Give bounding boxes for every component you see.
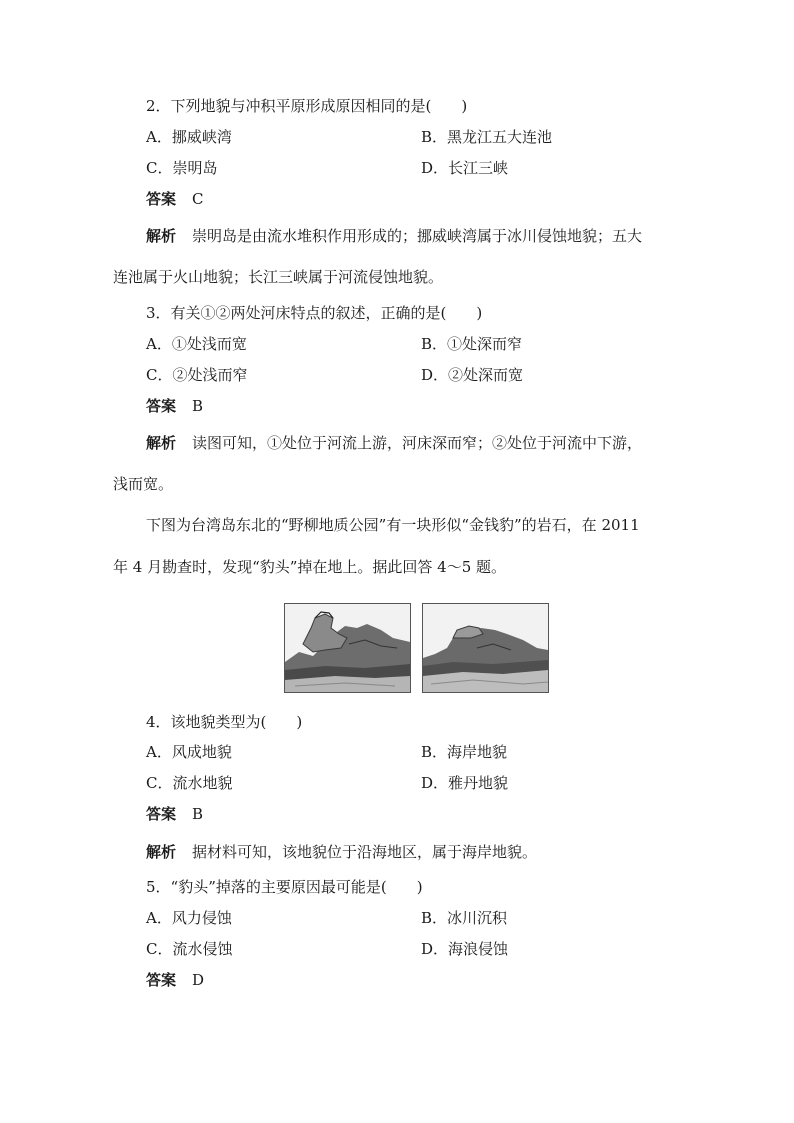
q3-stem: 3．有关①②两处河床特点的叙述，正确的是( ): [146, 304, 483, 322]
q2-option-c: C．崇明岛: [146, 159, 218, 177]
q3-analysis: [146, 433, 642, 453]
q4-answer: [146, 804, 203, 824]
q2-option-a: A．挪威峡湾: [146, 128, 232, 146]
answer-label: 答案: [146, 397, 177, 415]
answer-value: B: [192, 805, 204, 823]
q2-answer: [146, 189, 204, 209]
q2-analysis: [146, 226, 642, 246]
answer-label: 答案: [146, 805, 177, 823]
analysis-label: 解析: [146, 843, 177, 861]
q5-stem: 5．“豹头”掉落的主要原因最可能是( ): [146, 878, 423, 896]
leopard-rock-photo-after: [422, 603, 549, 693]
answer-value: C: [192, 190, 204, 208]
q5-answer: [146, 970, 204, 990]
q3-option-a: A．①处浅而宽: [146, 335, 247, 353]
q5-option-c: C．流水侵蚀: [146, 940, 233, 958]
q3-option-d: D．②处深而宽: [421, 366, 524, 384]
answer-value: D: [192, 971, 205, 989]
q2-option-d: D．长江三峡: [421, 159, 509, 177]
q4-analysis: [146, 842, 537, 862]
q2-stem: 2．下列地貌与冲积平原形成原因相同的是( ): [146, 97, 468, 115]
q3-analysis-cont: 浅而宽。: [113, 475, 174, 493]
q4-option-b: B．海岸地貌: [421, 743, 508, 761]
q4-option-c: C．流水地貌: [146, 774, 233, 792]
q4-option-a: A．风成地貌: [146, 743, 232, 761]
material-text-cont: 年 4 月勘查时，发现“豹头”掉在地上。据此回答 4～5 题。: [113, 558, 507, 576]
analysis-text: 读图可知，①处位于河流上游，河床深而窄；②处位于河流中下游，: [192, 434, 643, 452]
answer-label: 答案: [146, 971, 177, 989]
q5-option-b: B．冰川沉积: [421, 909, 508, 927]
material-text: 下图为台湾岛东北的“野柳地质公园”有一块形似“金钱豹”的岩石，在 2011: [146, 516, 640, 534]
answer-value: B: [192, 397, 204, 415]
q5-option-d: D．海浪侵蚀: [421, 940, 509, 958]
q3-option-b: B．①处深而窄: [421, 335, 523, 353]
q4-stem: 4．该地貌类型为( ): [146, 713, 303, 731]
analysis-label: 解析: [146, 434, 177, 452]
analysis-text: 崇明岛是由流水堆积作用形成的；挪威峡湾属于冰川侵蚀地貌；五大: [192, 227, 643, 245]
q2-option-b: B．黑龙江五大连池: [421, 128, 553, 146]
q3-answer: [146, 396, 203, 416]
analysis-label: 解析: [146, 227, 177, 245]
answer-label: 答案: [146, 190, 177, 208]
analysis-text: 据材料可知，该地貌位于沿海地区，属于海岸地貌。: [192, 843, 538, 861]
leopard-rock-photo-before: [284, 603, 411, 693]
q3-option-c: C．②处浅而窄: [146, 366, 248, 384]
q4-option-d: D．雅丹地貌: [421, 774, 509, 792]
q5-option-a: A．风力侵蚀: [146, 909, 232, 927]
q2-analysis-cont: 连池属于火山地貌；长江三峡属于河流侵蚀地貌。: [113, 268, 444, 286]
